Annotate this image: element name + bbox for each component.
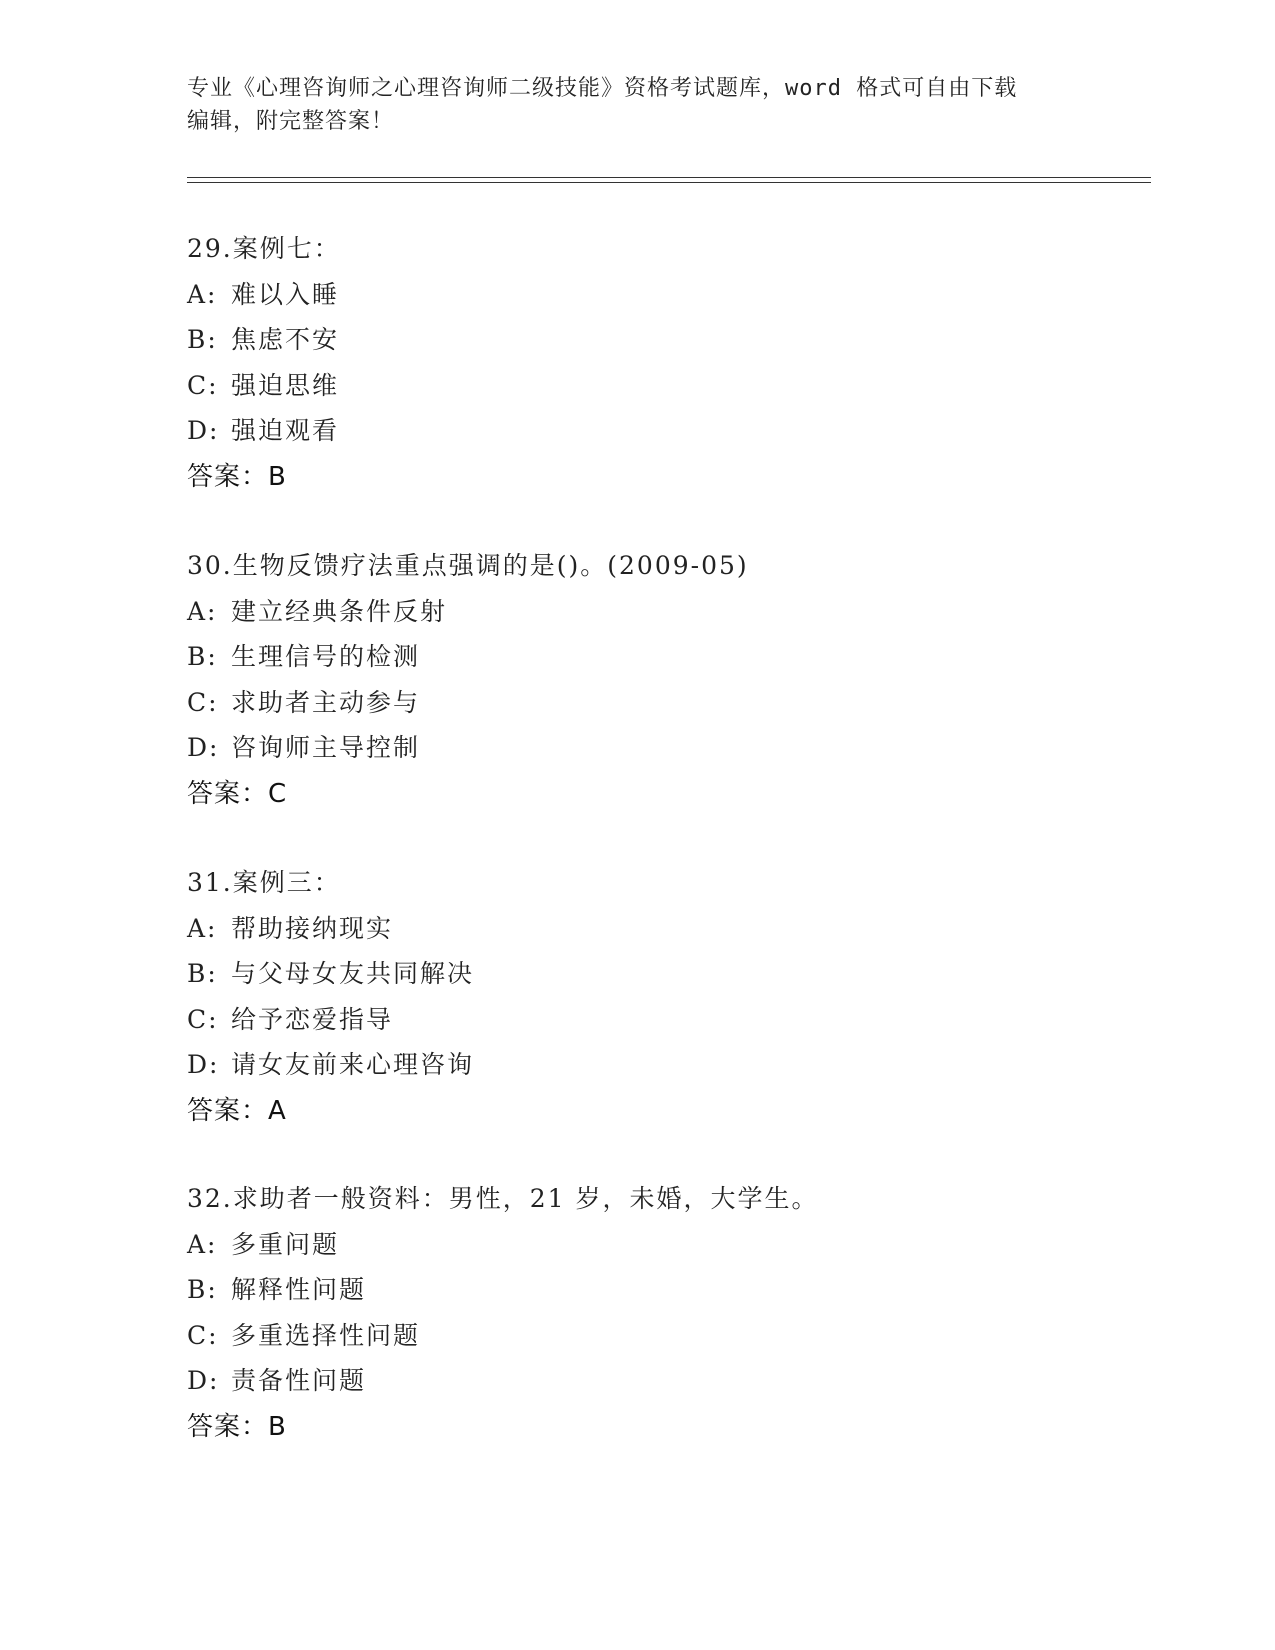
option-letter: C: [187, 370, 219, 400]
option-letter: C: [187, 1320, 219, 1350]
option-c [187, 997, 1147, 1043]
option-text: 咨询师主导控制 [231, 733, 421, 762]
option-a [187, 272, 1147, 318]
option-a [187, 589, 1147, 635]
option-a [187, 906, 1147, 952]
option-letter: B: [187, 642, 218, 671]
option-text: 解释性问题 [231, 1275, 367, 1304]
question-stem: 30.生物反馈疗法重点强调的是()。(2009-05) [187, 551, 749, 580]
question-32 [187, 1176, 1147, 1450]
answer-line: 答案：C [187, 778, 288, 809]
document-header [187, 72, 1087, 138]
option-d [187, 1042, 1147, 1088]
option-d [187, 1358, 1147, 1404]
option-text: 责备性问题 [231, 1366, 367, 1395]
option-letter: C: [187, 687, 219, 717]
option-c [187, 363, 1147, 409]
question-stem: 29.案例七： [187, 234, 341, 263]
option-a [187, 1222, 1147, 1268]
answer-line: 答案：B [187, 1411, 287, 1442]
question-31 [187, 860, 1147, 1134]
option-d [187, 408, 1147, 454]
option-letter: D: [187, 1366, 220, 1395]
option-text: 给予恋爱指导 [231, 1004, 394, 1034]
option-letter: B: [187, 1275, 218, 1304]
option-text: 生理信号的检测 [231, 642, 421, 671]
option-b [187, 1267, 1147, 1313]
question-stem: 32.求助者一般资料：男性，21 岁，未婚，大学生。 [187, 1184, 819, 1213]
option-text: 强迫思维 [231, 370, 340, 400]
option-text: 多重选择性问题 [231, 1320, 421, 1350]
option-text: 建立经典条件反射 [231, 596, 448, 626]
option-letter: B: [187, 959, 218, 988]
question-29 [187, 226, 1147, 500]
option-letter: D: [187, 733, 220, 762]
option-text: 多重问题 [231, 1229, 340, 1259]
option-letter: D: [187, 1050, 220, 1079]
question-30 [187, 543, 1147, 817]
option-text: 焦虑不安 [231, 325, 340, 354]
option-letter: A: [187, 913, 218, 943]
option-letter: A: [187, 596, 218, 626]
option-text: 与父母女友共同解决 [231, 959, 475, 988]
option-letter: A: [187, 279, 218, 309]
option-letter: A: [187, 1229, 218, 1259]
option-text: 强迫观看 [231, 416, 340, 445]
option-c [187, 680, 1147, 726]
option-b [187, 951, 1147, 997]
option-b [187, 317, 1147, 363]
option-letter: C: [187, 1004, 219, 1034]
option-text: 求助者主动参与 [231, 687, 421, 717]
option-d [187, 725, 1147, 771]
header-line-2: 编辑，附完整答案！ [187, 109, 395, 134]
question-stem: 31.案例三： [187, 868, 341, 897]
option-text: 请女友前来心理咨询 [231, 1050, 475, 1079]
header-divider-top [187, 177, 1151, 178]
header-line-1: 专业《心理咨询师之心理咨询师二级技能》资格考试题库，word 格式可自由下载 [187, 76, 1018, 101]
option-letter: D: [187, 416, 220, 445]
option-c [187, 1313, 1147, 1359]
header-divider-bottom [187, 182, 1151, 183]
answer-line: 答案：A [187, 1095, 287, 1126]
answer-line: 答案：B [187, 461, 287, 492]
option-b [187, 634, 1147, 680]
option-letter: B: [187, 325, 218, 354]
option-text: 难以入睡 [231, 279, 340, 309]
option-text: 帮助接纳现实 [231, 913, 394, 943]
